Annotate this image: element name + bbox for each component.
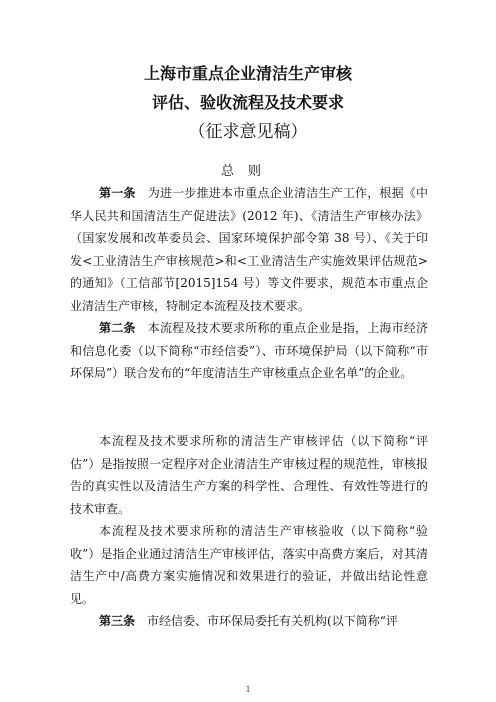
page-number: 1 [245,684,251,694]
document-title-line2: 评估、验收流程及技术要求 [151,93,344,112]
article-label: 第一条 [99,186,136,200]
paragraph-article-1 [70,182,428,318]
paragraph-evaluation-definition [70,430,428,520]
article-label: 第二条 [99,321,136,335]
paragraph-text: 本流程及技术要求所称的清洁生产审核评估（以下简称“评估”）是指按照一定程序对企业清洁生产审核过程的规范性，审核报告的真实性以及清洁生产方案的科学性、合理性、有效性等进行的技术审查。 [70,434,428,516]
paragraph-acceptance-definition [70,520,428,610]
document-subtitle: （征求意见稿） [188,122,308,142]
paragraph-text: 为进一步推进本市重点企业清洁生产工作，根据《中华人民共和国清洁生产促进法》(2012 年)、《清洁生产审核办法》（国家发展和改革委员会、国家环境保护部令第 38 号）、《关于印发<工业清洁生产审核规范>和<工业清洁生产实施效果评估规范>的通知》（工信部节[2015]154 号）等文件要求，规范本市重点企业清洁生产审核，特制定本流程及技术要求。 [70,186,428,313]
paragraph-text: 市经信委、市环保局委托有关机构(以下简称“评 [147,614,398,628]
paragraph-article-3 [70,610,428,633]
paragraph-text: 本流程及技术要求所称的清洁生产审核验收（以下简称“验收”）是指企业通过清洁生产审核评估，落实中高费方案后，对其清洁生产中/高费方案实施情况和效果进行的验证，并做出结论性意见。 [70,524,428,606]
section-heading: 总则 [220,164,275,179]
paragraph-article-2 [70,317,428,385]
article-label: 第三条 [99,614,136,628]
document-title-line1: 上海市重点企业清洁生产审核 [143,64,352,83]
paragraph-text: 本流程及技术要求所称的重点企业是指，上海市经济和信息化委（以下简称“市经信委”）、市环境保护局（以下简称“市环保局”）联合发布的“年度清洁生产审核重点企业名单”的企业。 [70,321,428,381]
